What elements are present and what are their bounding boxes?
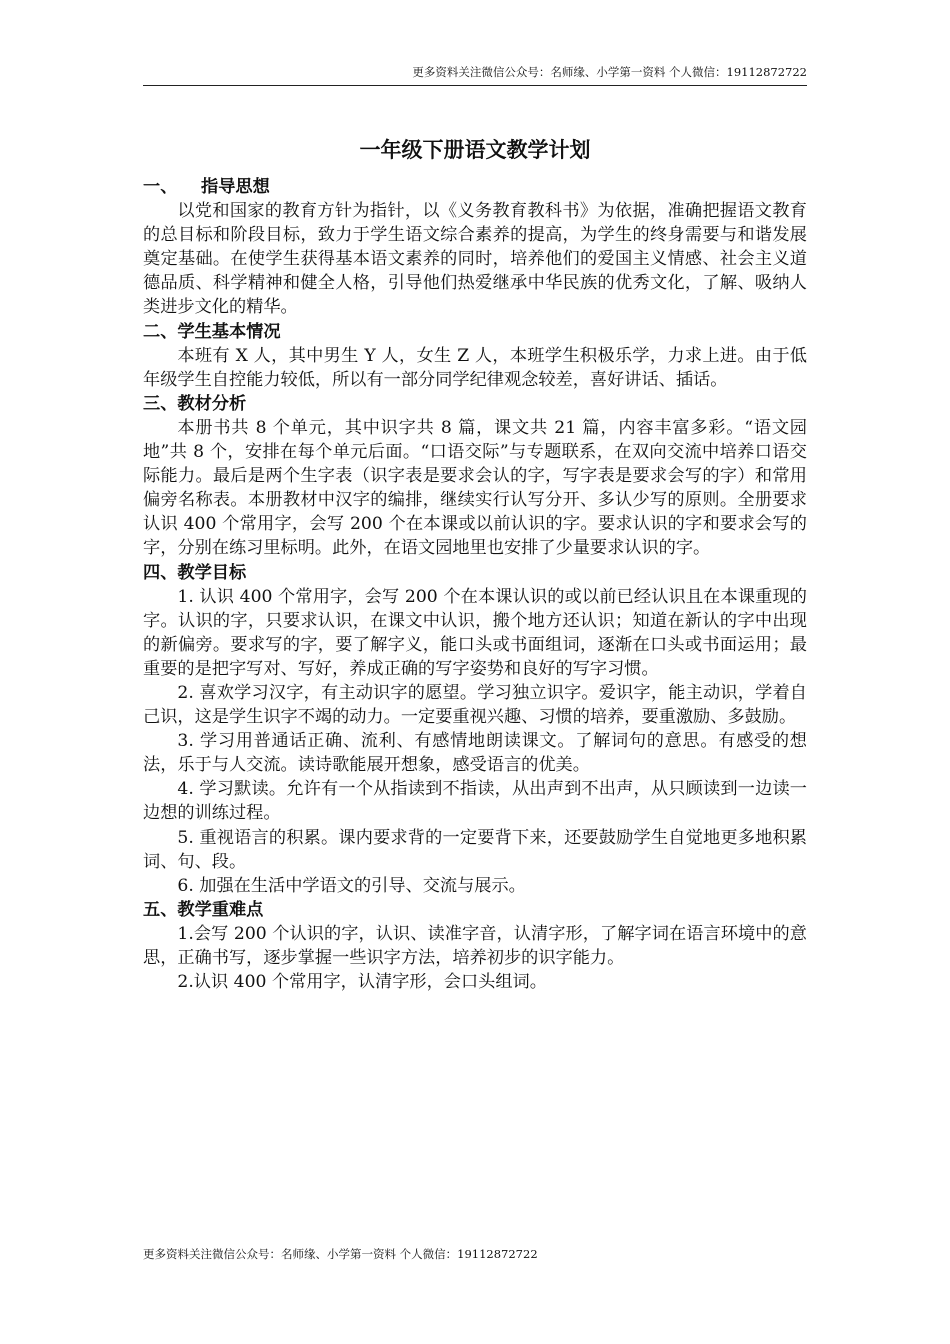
goal-item: 2. 喜欢学习汉字，有主动识字的愿望。学习独立识字。爱识字，能主动识，学着自己识，这是学生识字不竭的动力。一定要重视兴趣、习惯的培养，要重激励、多鼓励。 xyxy=(143,682,807,728)
difficulty-item: 2.认识 400 个常用字，认清字形，会口头组词。 xyxy=(177,972,547,993)
section-teaching-goals xyxy=(143,561,807,898)
section-title: 学生基本情况 xyxy=(177,321,281,342)
goal-item: 3. 学习用普通话正确、流利、有感情地朗读课文。了解词句的意思。有感受的想法，乐于与人交流。读诗歌能展开想象，感受语言的优美。 xyxy=(143,731,807,776)
section-heading xyxy=(143,898,807,922)
section-number: 一、 xyxy=(143,177,178,197)
paragraph: 本班有 X 人，其中男生 Y 人，女生 Z 人，本班学生积极乐学，力求上进。由于低年级学生自控能力较低，所以有一部分同学纪律观念较差，喜好讲话、插话。 xyxy=(143,345,807,390)
document-title: 一年级下册语文教学计划 xyxy=(359,137,591,162)
section-title: 教学目标 xyxy=(177,562,247,583)
section-number: 三、 xyxy=(143,393,178,414)
section-heading xyxy=(143,320,807,344)
difficulty-item: 1.会写 200 个认识的字，认识、读准字音，认清字形，了解字词在语言环境中的意思，正确书写，逐步掌握一些识字方法，培养初步的识字能力。 xyxy=(143,923,807,968)
section-heading xyxy=(143,175,807,199)
document-body xyxy=(143,175,807,994)
section-title: 指导思想 xyxy=(201,177,270,197)
section-guiding-ideology xyxy=(143,175,807,320)
section-number: 五、 xyxy=(143,899,178,920)
section-number: 二、 xyxy=(143,321,178,342)
paragraph: 本册书共 8 个单元，其中识字共 8 篇，课文共 21 篇，内容丰富多彩。“语文园地”共 8 个，安排在每个单元后面。“口语交际”与专题联系，在双向交流中培养口语交际能力。最后是两个生字表（识字表是要求会认的字，写字表是要求会写的字）和常用偏旁名称表。本册教材中汉字的编排，继续实行认写分开、多认少写的原则。全册要求认识 400 个常用字，会写 200 个在本课或以前认识的字。要求认识的字和要求会写的字，分别在练习里标明。此外，在语文园地里也安排了少量要求认识的字。 xyxy=(143,417,807,559)
section-student-situation xyxy=(143,320,807,392)
section-title: 教材分析 xyxy=(177,393,247,414)
section-number: 四、 xyxy=(143,562,178,583)
header-divider xyxy=(143,85,807,86)
goal-item: 6. 加强在生活中学语文的引导、交流与展示。 xyxy=(177,875,526,896)
section-heading xyxy=(143,561,807,585)
section-heading xyxy=(143,392,807,416)
goal-item: 1. 认识 400 个常用字，会写 200 个在本课认识的或以前已经认识且在本课重现的字。认识的字，只要求认识，在课文中认识，搬个地方还认识；知道在新认的字中出现的新偏旁。要求写的字，要了解字义，能口头或书面组词，逐渐在口头或书面运用；最重要的是把字写对、写好，养成正确的写字姿势和良好的写字习惯。 xyxy=(143,586,807,679)
page-header: 更多资料关注微信公众号：名师缘、小学第一资料 个人微信：19112872722 xyxy=(412,65,807,79)
goal-item: 4. 学习默读。允许有一个从指读到不指读，从出声到不出声，从只顾读到一边读一边想的训练过程。 xyxy=(143,779,807,824)
page-footer: 更多资料关注微信公众号：名师缘、小学第一资料 个人微信：19112872722 xyxy=(143,1247,538,1261)
paragraph: 以党和国家的教育方针为指针，以《义务教育教科书》为依据，准确把握语文教育的总目标和阶段目标，致力于学生语文综合素养的提高，为学生的终身需要与和谐发展奠定基础。在使学生获得基本语文素养的同时，培养他们的爱国主义情感、社会主义道德品质、科学精神和健全人格，引导他们热爱继承中华民族的优秀文化，了解、吸纳人类进步文化的精华。 xyxy=(143,201,807,318)
section-textbook-analysis xyxy=(143,392,807,561)
section-key-difficulties xyxy=(143,898,807,994)
goal-item: 5. 重视语言的积累。课内要求背的一定要背下来，还要鼓励学生自觉地更多地积累词、句、段。 xyxy=(143,827,807,872)
section-title: 教学重难点 xyxy=(177,899,264,920)
